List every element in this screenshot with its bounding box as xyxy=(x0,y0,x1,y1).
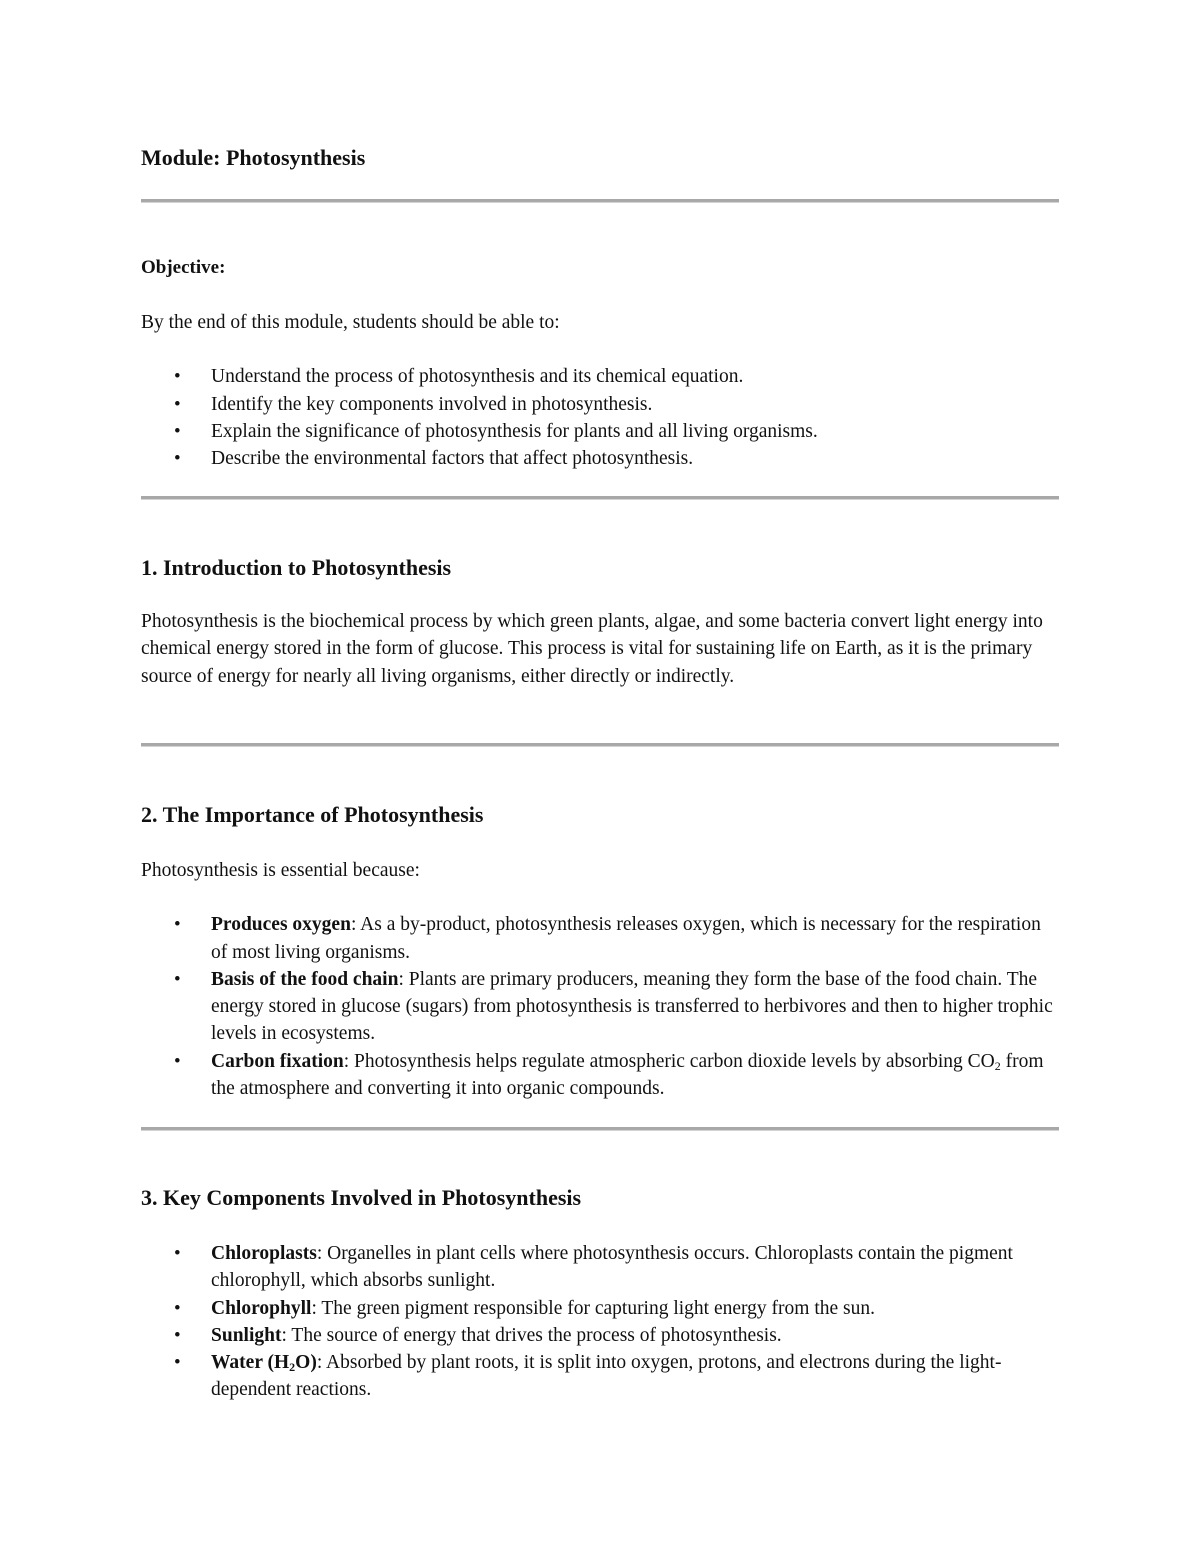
components-list xyxy=(141,1240,1061,1404)
bullet-icon: • xyxy=(174,914,181,936)
list-item: • Produces oxygen: As a by-product, photosynthesis releases oxygen, which is necessary for the respiration of most living organisms. xyxy=(141,911,1061,966)
term: Basis of the food chain xyxy=(211,968,399,990)
term: Chlorophyll xyxy=(211,1297,312,1319)
section-heading: 3. Key Components Involved in Photosynthesis xyxy=(141,1185,582,1210)
bullet-icon: • xyxy=(174,1050,181,1072)
list-item: • Basis of the food chain: Plants are primary producers, meaning they form the base of the food chain. The energy stored in glucose (sugars) from photosynthesis is transferred to herbivores and then to higher trophic levels in ecosystems. xyxy=(141,966,1061,1048)
objective-list xyxy=(141,363,1061,472)
bullet-icon: • xyxy=(174,393,181,415)
term: Carbon fixation xyxy=(211,1050,344,1072)
section-key-components xyxy=(141,1183,1061,1404)
bullet-icon: • xyxy=(174,1297,181,1319)
bullet-icon: • xyxy=(174,968,181,990)
list-item: • Identify the key components involved in photosynthesis. xyxy=(141,391,1061,418)
bullet-icon: • xyxy=(174,1243,181,1264)
bullet-icon: • xyxy=(174,366,181,388)
bullet-icon: • xyxy=(174,448,181,470)
objective-section xyxy=(141,254,1061,472)
term: Produces oxygen xyxy=(211,914,351,936)
section-importance xyxy=(141,800,1061,1102)
term: Sunlight xyxy=(211,1324,282,1346)
list-item: • Describe the environmental factors that affect photosynthesis. xyxy=(141,445,1061,472)
term: Water $(H_2O)$ xyxy=(211,1352,317,1375)
importance-list xyxy=(141,911,1061,1102)
horizontal-rule xyxy=(141,743,1059,747)
list-item: • Chloroplasts: Organelles in plant cells where photosynthesis occurs. Chloroplasts contain the pigment chlorophyll, which absorbs sunlight. xyxy=(141,1240,1061,1295)
list-item: • Sunlight: The source of energy that drives the process of photosynthesis. xyxy=(141,1322,1061,1349)
bullet-icon: • xyxy=(174,1324,181,1346)
list-item: • Chlorophyll: The green pigment responsible for capturing light energy from the sun. xyxy=(141,1295,1061,1322)
section-introduction xyxy=(141,553,1061,690)
horizontal-rule xyxy=(141,1127,1059,1131)
page-title: Module: Photosynthesis xyxy=(141,145,366,170)
section-body: Photosynthesis is the biochemical process by which green plants, algae, and some bacteria convert light energy into chemical energy stored in the form of glucose. This process is vital for sustaining life on Earth, as it is the primary source of energy for nearly all living organisms, either directly or indirectly. xyxy=(141,611,1043,687)
objective-intro: By the end of this module, students should be able to: xyxy=(141,312,560,333)
horizontal-rule xyxy=(141,496,1059,500)
list-item: • Explain the significance of photosynthesis for plants and all living organisms. xyxy=(141,418,1061,445)
term: Chloroplasts xyxy=(211,1243,317,1264)
section-heading: 2. The Importance of Photosynthesis xyxy=(141,802,484,827)
section-intro: Photosynthesis is essential because: xyxy=(141,860,420,881)
objective-label: Objective: xyxy=(141,257,226,278)
bullet-icon: • xyxy=(174,420,181,442)
bullet-icon: • xyxy=(174,1352,181,1374)
section-heading: 1. Introduction to Photosynthesis xyxy=(141,555,452,580)
list-item: • Understand the process of photosynthesis and its chemical equation. xyxy=(141,363,1061,390)
list-item: • Water $(H_2O)$: Absorbed by plant roots, it is split into oxygen, protons, and electrons during the light-dependent reactions. xyxy=(141,1349,1061,1404)
list-item: • Carbon fixation: Photosynthesis helps regulate atmospheric carbon dioxide levels by absorbing $CO_2$ from the atmosphere and converting it into organic compounds. xyxy=(141,1048,1061,1103)
horizontal-rule xyxy=(141,199,1059,203)
